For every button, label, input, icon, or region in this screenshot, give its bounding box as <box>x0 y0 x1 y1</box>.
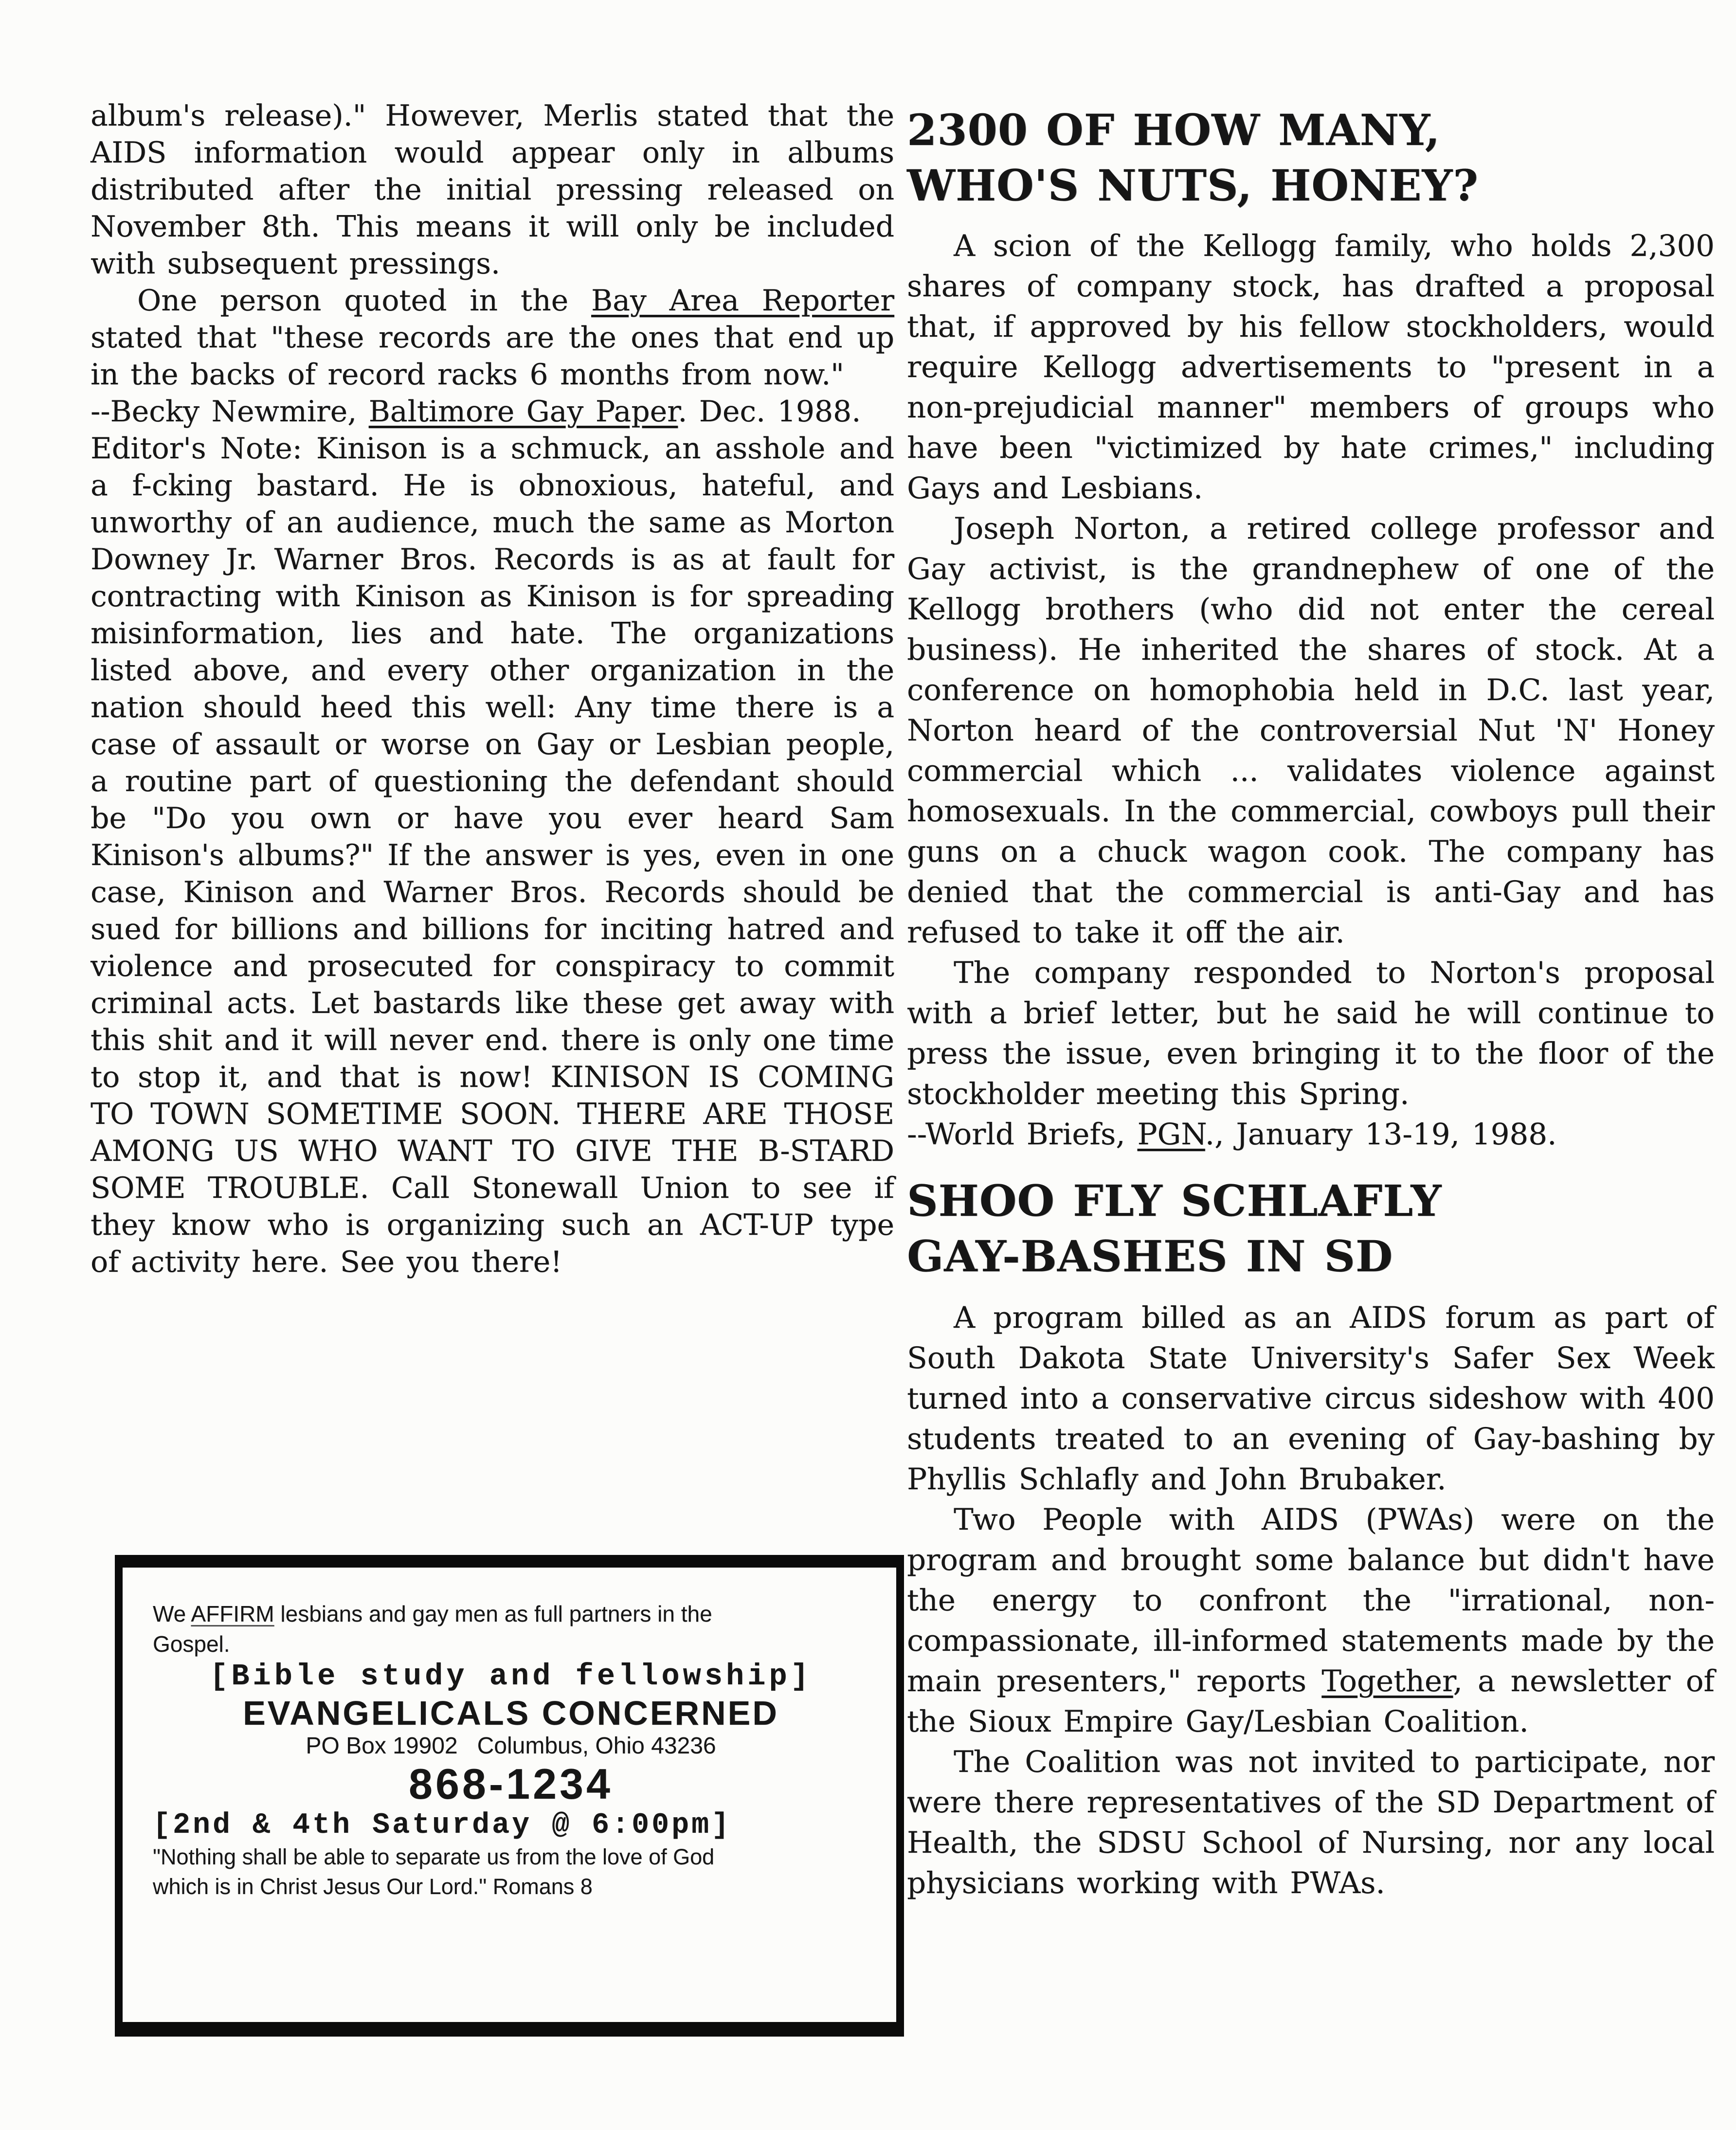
attribution-world-briefs <box>907 1114 1715 1155</box>
headline-shoo-fly-schlafly <box>907 1173 1715 1284</box>
bay-area-reporter-underlined-title: Bay Area Reporter <box>591 284 894 318</box>
attribution-becky-newmire <box>90 393 894 430</box>
ad-affirm-statement <box>153 1599 869 1659</box>
ad-scripture-quote-line1: "Nothing shall be able to separate us from the love of God <box>153 1844 715 1869</box>
paragraph-bay-area-reporter-quote <box>90 282 894 393</box>
headline-line1: 2300 OF HOW MANY, <box>907 105 1441 155</box>
paragraph-text: stated that "these records are the ones that end up in the backs of record racks 6 months from now." <box>90 321 894 392</box>
right-column <box>907 100 1715 1903</box>
paragraph-joseph-norton: Joseph Norton, a retired college professor and Gay activist, is the grandnephew of one of the Kellogg brothers (who did not enter the cereal business). He inherited the shares of stock. At a conference on homophobia held in D.C. last year, Norton heard of the controversial Nut 'N' Honey commercial which ... validates violence against homosexuals. In the commercial, cowboys pull their guns on a chuck wagon cook. The company has denied that the commercial is anti-Gay and has refused to take it off the air. <box>907 511 1715 950</box>
ad-affirm-text: We <box>153 1601 191 1626</box>
paragraph-text: One person quoted in the <box>137 284 592 318</box>
together-underlined-title: Together <box>1321 1664 1453 1698</box>
paragraph-kellogg-scion: A scion of the Kellogg family, who holds 2,300 shares of company stock, has drafted a proposal that, if approved by his fellow stockholders, would require Kellogg advertisements to "present in a non-prejudicial manner" members of groups who have been "victimized by hate crimes," including Gays and Lesbians. <box>907 229 1715 505</box>
paragraph-text: , a newsletter of the Sioux Empire Gay/Lesbian Coalition. <box>907 1664 1715 1739</box>
headline-line2: WHO'S NUTS, HONEY? <box>907 160 1479 211</box>
ad-affirm-line2: Gospel. <box>153 1631 230 1657</box>
paragraph-two-pwas: Two People with AIDS (PWAs) were on the program and brought some balance but didn't have the energy to confront the "irrational, non-compassionate, ill-informed statements made by the main presenters," reports Together, a newsletter of the Sioux Empire Gay/Lesbian Coalition. <box>907 1502 1715 1739</box>
ad-organization-name: EVANGELICALS CONCERNED <box>243 1694 779 1732</box>
ad-affirm-text: lesbians and gay men as full partners in the <box>274 1601 712 1626</box>
ad-meeting-schedule-line: [2nd & 4th Saturday @ 6:00pm] <box>153 1809 732 1842</box>
ad-phone-number: 868-1234 <box>409 1760 613 1808</box>
pgn-underlined-title: PGN <box>1137 1117 1205 1152</box>
baltimore-gay-paper-underlined-title: Baltimore Gay Paper <box>368 395 678 429</box>
ad-scripture-quote <box>153 1842 869 1901</box>
attribution-text: . Dec. 1988. <box>678 395 861 429</box>
headline-line2: GAY-BASHES IN SD <box>907 1231 1393 1282</box>
left-column <box>90 97 894 1281</box>
attribution-text: ., January 13-19, 1988. <box>1205 1117 1557 1152</box>
headline-line1: SHOO FLY SCHLAFLY <box>907 1175 1442 1226</box>
headline-2300-of-how-many <box>907 102 1715 213</box>
paragraph-aids-forum: A program billed as an AIDS forum as part of South Dakota State University's Safer Sex Week turned into a conservative circus sideshow with 400 students treated to an evening of Gay-bashing by Phyllis Schlafly and John Brubaker. <box>907 1300 1715 1497</box>
ad-affirm-underlined-word: AFFIRM <box>191 1601 274 1626</box>
paragraph-album-release-continuation: album's release)." However, Merlis stated that the AIDS information would appear only in albums distributed after the initial pressing released on November 8th. This means it will only be included with subsequent pressings. <box>90 99 894 281</box>
ad-scripture-quote-line2: which is in Christ Jesus Our Lord." Romans 8 <box>153 1874 593 1899</box>
paragraph-coalition-not-invited: The Coalition was not invited to participate, nor were there representatives of the SD Department of Health, the SDSU School of Nursing, nor any local physicians working with PWAs. <box>907 1745 1715 1900</box>
paragraph-editors-note: Editor's Note: Kinison is a schmuck, an asshole and a f-cking bastard. He is obnoxious, hateful, and unworthy of an audience, much the same as Morton Downey Jr. Warner Bros. Records is as at fault for contracting with Kinison as Kinison is for spreading misinformation, lies and hate. The organizations listed above, and every other organization in the nation should heed this well: Any time there is a case of assault or worse on Gay or Lesbian people, a routine part of questioning the defendant should be "Do you own or have you ever heard Sam Kinison's albums?" If the answer is yes, even in one case, Kinison and Warner Bros. Records should be sued for billions and billions for inciting hatred and violence and prosecuted for conspiracy to commit criminal acts. Let bastards like these get away with this shit and it will never end. there is only one time to stop it, and that is now! KINISON IS COMING TO TOWN SOMETIME SOON. THERE ARE THOSE AMONG US WHO WANT TO GIVE THE B-STARD SOME TROUBLE. Call Stonewall Union to see if they know who is organizing such an ACT-UP type of activity here. See you there! <box>90 432 894 1279</box>
ad-bible-study-line: [Bible study and fellowship] <box>210 1659 812 1694</box>
attribution-text: --World Briefs, <box>907 1117 1138 1152</box>
paragraph-company-response: The company responded to Norton's proposal with a brief letter, but he said he will continue to press the issue, even bringing it to the floor of the stockholder meeting this Spring. <box>907 956 1715 1111</box>
attribution-text: --Becky Newmire, <box>90 395 369 429</box>
ad-po-box-address: PO Box 19902 Columbus, Ohio 43236 <box>306 1733 716 1759</box>
evangelicals-concerned-ad-box <box>115 1555 904 2037</box>
